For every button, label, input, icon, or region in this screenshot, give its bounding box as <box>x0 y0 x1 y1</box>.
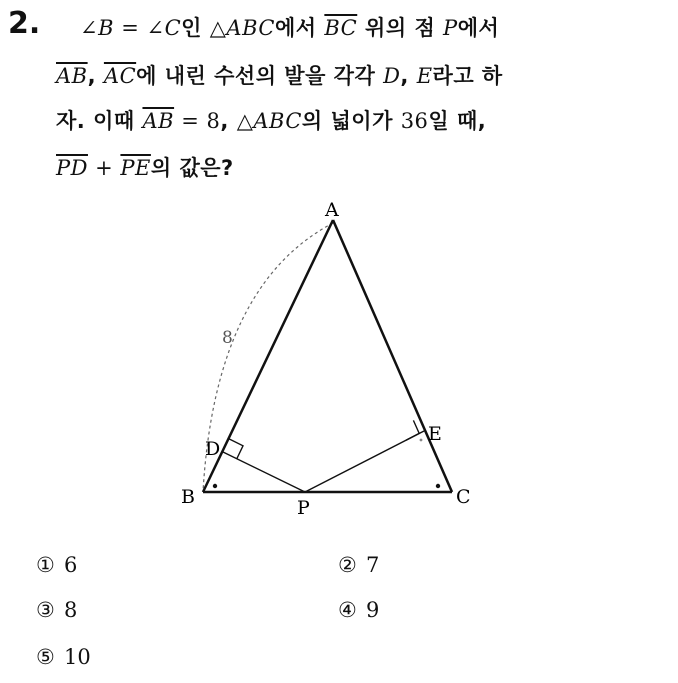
choice-value: 8 <box>64 598 78 622</box>
angle-dot-c <box>436 484 440 488</box>
segment-ab: $\overline{AB}$ <box>56 64 88 88</box>
area-value: 36 <box>400 109 429 133</box>
triangle-abc: △ABC <box>236 109 302 133</box>
choice-mark: ① <box>36 553 55 577</box>
label-b: B <box>181 486 195 508</box>
side-ab <box>203 220 333 492</box>
small-mark-e <box>420 439 423 442</box>
text-seg: 에 내린 수선의 발을 각각 <box>136 64 384 88</box>
label-d: D <box>205 438 221 460</box>
choice-value: 10 <box>64 645 91 669</box>
text-seg: 의 넓이가 <box>301 109 401 133</box>
label-p: P <box>297 497 310 519</box>
choice-4[interactable] <box>338 598 379 622</box>
choice-mark: ② <box>338 553 357 577</box>
text-seg: 에서 <box>274 16 325 40</box>
label-e: E <box>428 423 442 445</box>
point-e: E <box>416 64 433 88</box>
choice-value: 9 <box>366 598 380 622</box>
triangle-abc: △ABC <box>209 16 275 40</box>
segment-ac: $\overline{AC}$ <box>103 64 137 88</box>
text-seg: 자. 이때 <box>56 109 143 133</box>
label-a: A <box>325 199 339 221</box>
text-seg: , <box>400 64 417 88</box>
plus-sign: + <box>87 156 121 180</box>
text-seg: 에서 <box>457 16 500 40</box>
point-p: P <box>443 16 458 40</box>
choice-mark: ⑤ <box>36 645 55 669</box>
ab-value: = 8 <box>174 109 221 133</box>
segment-pd: $\overline{PD}$ <box>56 156 88 180</box>
segment-ab: $\overline{AB}$ <box>142 109 175 133</box>
text-seg: , <box>220 109 237 133</box>
segment-bc: $\overline{BC}$ <box>324 16 358 40</box>
choice-2[interactable] <box>338 553 379 577</box>
text-seg: 일 때, <box>428 109 487 133</box>
text-seg: 라고 하 <box>432 64 503 88</box>
text-seg: , <box>87 64 104 88</box>
angle-dot-b <box>213 484 217 488</box>
choice-mark: ③ <box>36 598 55 622</box>
choice-mark: ④ <box>338 598 357 622</box>
label-ab-length: 8 <box>222 328 233 348</box>
text-seg: 인 <box>181 16 210 40</box>
side-ac <box>333 220 452 492</box>
text-seg: 위의 점 <box>357 16 444 40</box>
segment-pe: $\overline{PE}$ <box>120 156 151 180</box>
choice-value: 7 <box>366 553 380 577</box>
choice-1[interactable] <box>36 553 77 577</box>
perpendicular-pd <box>223 452 305 492</box>
label-c: C <box>456 486 471 508</box>
choice-5[interactable] <box>36 645 91 669</box>
choice-value: 6 <box>64 553 78 577</box>
right-angle-mark-e <box>406 420 419 440</box>
question-number: 2. <box>8 6 41 41</box>
choice-3[interactable] <box>36 598 77 622</box>
text-seg: 의 값은? <box>150 156 234 180</box>
point-d: D <box>383 64 401 88</box>
angle-condition: ∠B = ∠C <box>80 16 182 40</box>
